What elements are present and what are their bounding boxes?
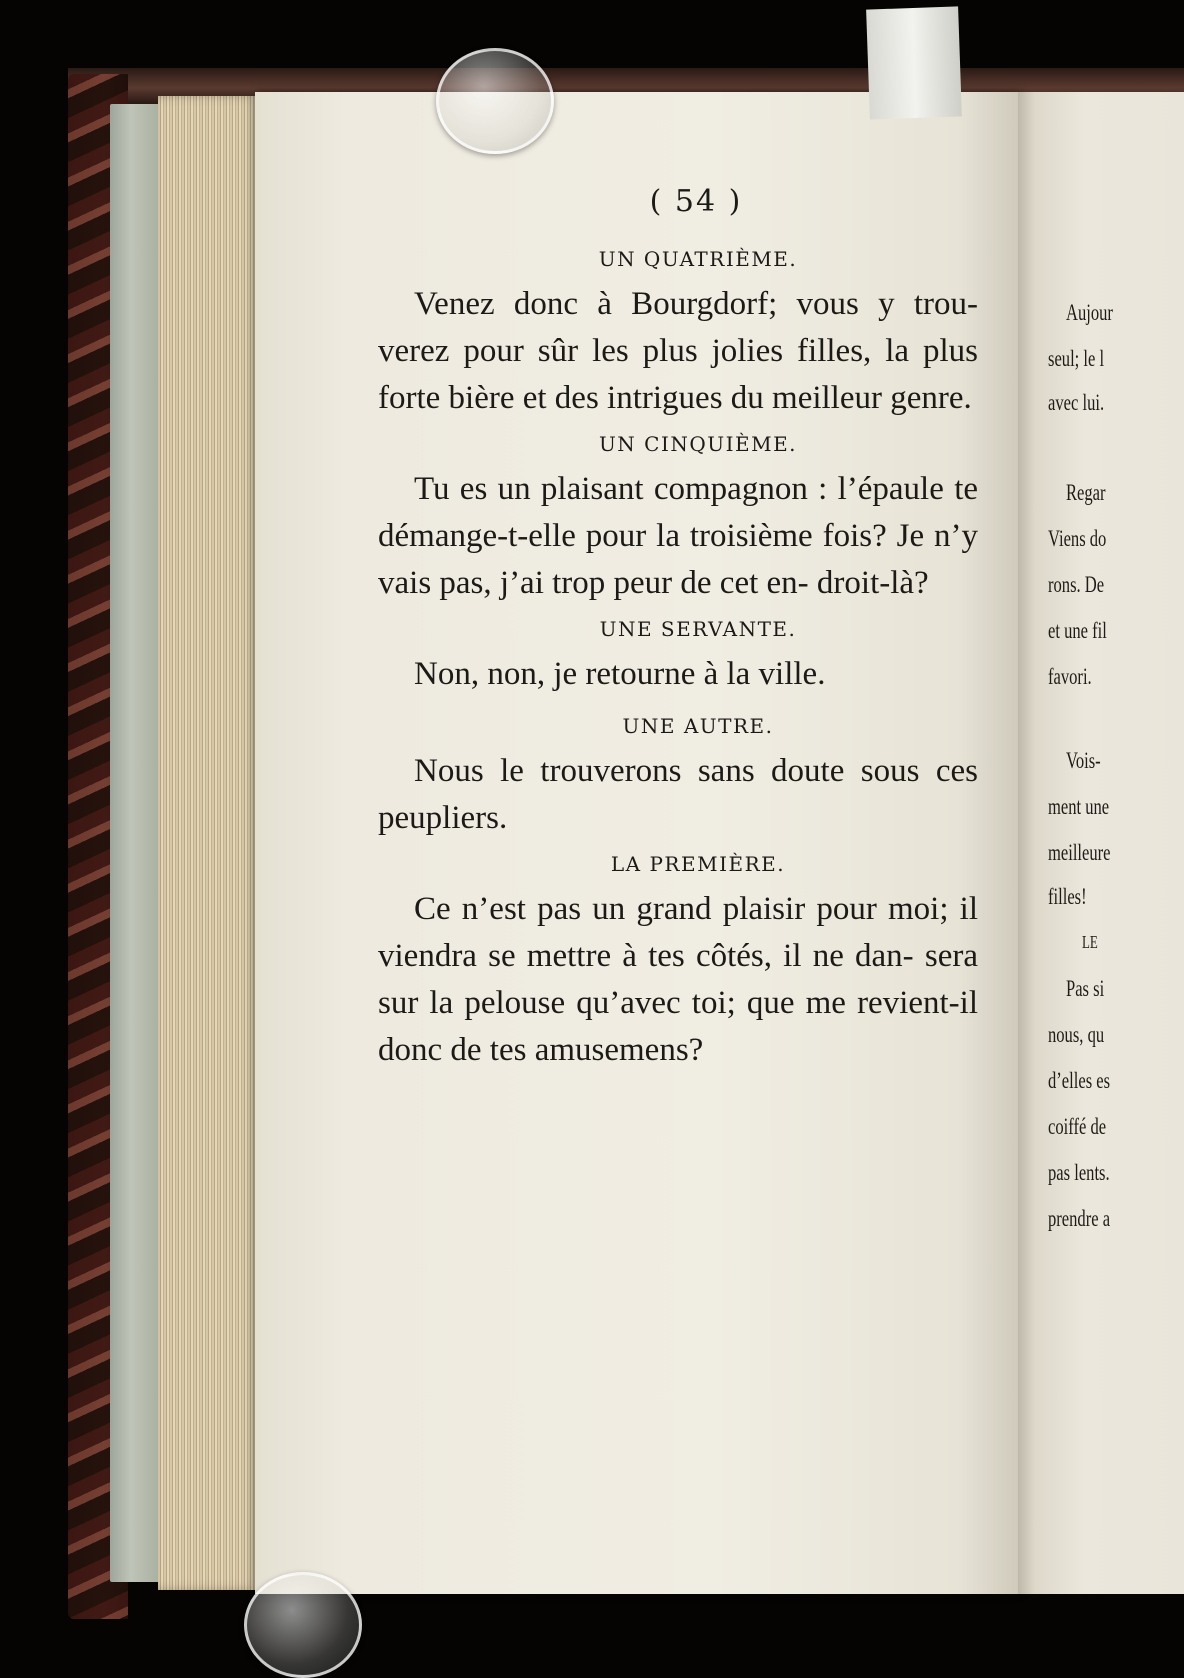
page-clip-top	[436, 48, 554, 154]
facing-line: nous, qu	[1048, 1022, 1105, 1047]
speech-line: te démange-t-elle pour la troisième fois?	[378, 471, 979, 554]
speech-line: forte bière et des intrigues du meilleur	[378, 380, 882, 416]
speech-paragraph	[378, 281, 978, 422]
facing-line: Viens do	[1048, 526, 1107, 551]
facing-line: avec lui.	[1048, 390, 1105, 415]
facing-line: d’elles es	[1048, 1068, 1111, 1093]
facing-line: Regar	[1066, 480, 1106, 505]
speech-paragraph	[378, 886, 978, 1074]
speech-line: droit-là?	[816, 565, 929, 601]
speech-line: revient-il donc de tes amusemens?	[378, 985, 979, 1068]
page-number: ( 54 )	[649, 184, 743, 219]
speech-line: Venez donc à Bourgdorf; vous y trou-	[414, 286, 978, 322]
speaker-heading: UNE AUTRE.	[622, 714, 774, 738]
page-clip-bottom	[244, 1572, 362, 1678]
facing-line: et une fil	[1048, 618, 1107, 643]
endpaper-strip	[110, 104, 162, 1582]
facing-line: coiffé de	[1048, 1114, 1107, 1139]
speech-line: il viendra se mettre à tes côtés, il ne dan-	[378, 891, 978, 974]
speaker-heading: UN CINQUIÈME.	[598, 432, 798, 456]
facing-line: filles!	[1048, 884, 1087, 909]
facing-line: rons. De	[1048, 572, 1105, 597]
speech-line: Non, non, je retourne à la ville.	[414, 656, 826, 692]
speech-line: sera sur la pelouse qu’avec toi; que me	[378, 938, 978, 1021]
speaker-heading: LA PREMIÈRE.	[610, 852, 786, 876]
speech-line: Tu es un plaisant compagnon : l’épaule	[414, 471, 944, 507]
facing-line: Aujour	[1066, 300, 1113, 325]
facing-line: Vois-	[1066, 748, 1101, 773]
facing-line: Pas si	[1066, 976, 1105, 1001]
speaker-heading: UNE SERVANTE.	[599, 617, 797, 641]
bookmark-tab	[866, 6, 962, 119]
speech-paragraph	[378, 651, 978, 698]
speech-paragraph	[378, 466, 978, 607]
speech-line: genre.	[890, 380, 972, 416]
facing-line: prendre a	[1048, 1206, 1111, 1231]
facing-line: pas lents.	[1048, 1160, 1110, 1185]
facing-line: meilleure	[1048, 840, 1111, 865]
facing-line: seul; le l	[1048, 346, 1105, 371]
speech-line: verez pour sûr les plus jolies filles, la plus	[378, 333, 978, 369]
speech-line: Ce n’est pas un grand plaisir pour moi;	[414, 891, 949, 927]
speech-line: Je n’y vais pas, j’ai trop peur de cet en-	[378, 518, 979, 601]
speech-line: peupliers.	[378, 800, 508, 836]
facing-line: LE	[1082, 932, 1098, 952]
page-text	[378, 176, 978, 1084]
speaker-heading: UN QUATRIÈME.	[598, 247, 798, 271]
facing-line: favori.	[1048, 664, 1092, 689]
facing-line: ment une	[1048, 794, 1110, 819]
page-edges	[158, 96, 258, 1590]
speech-paragraph	[378, 748, 978, 842]
speech-line: Nous le trouverons sans doute sous ces	[414, 753, 978, 789]
facing-page	[1018, 92, 1184, 1594]
